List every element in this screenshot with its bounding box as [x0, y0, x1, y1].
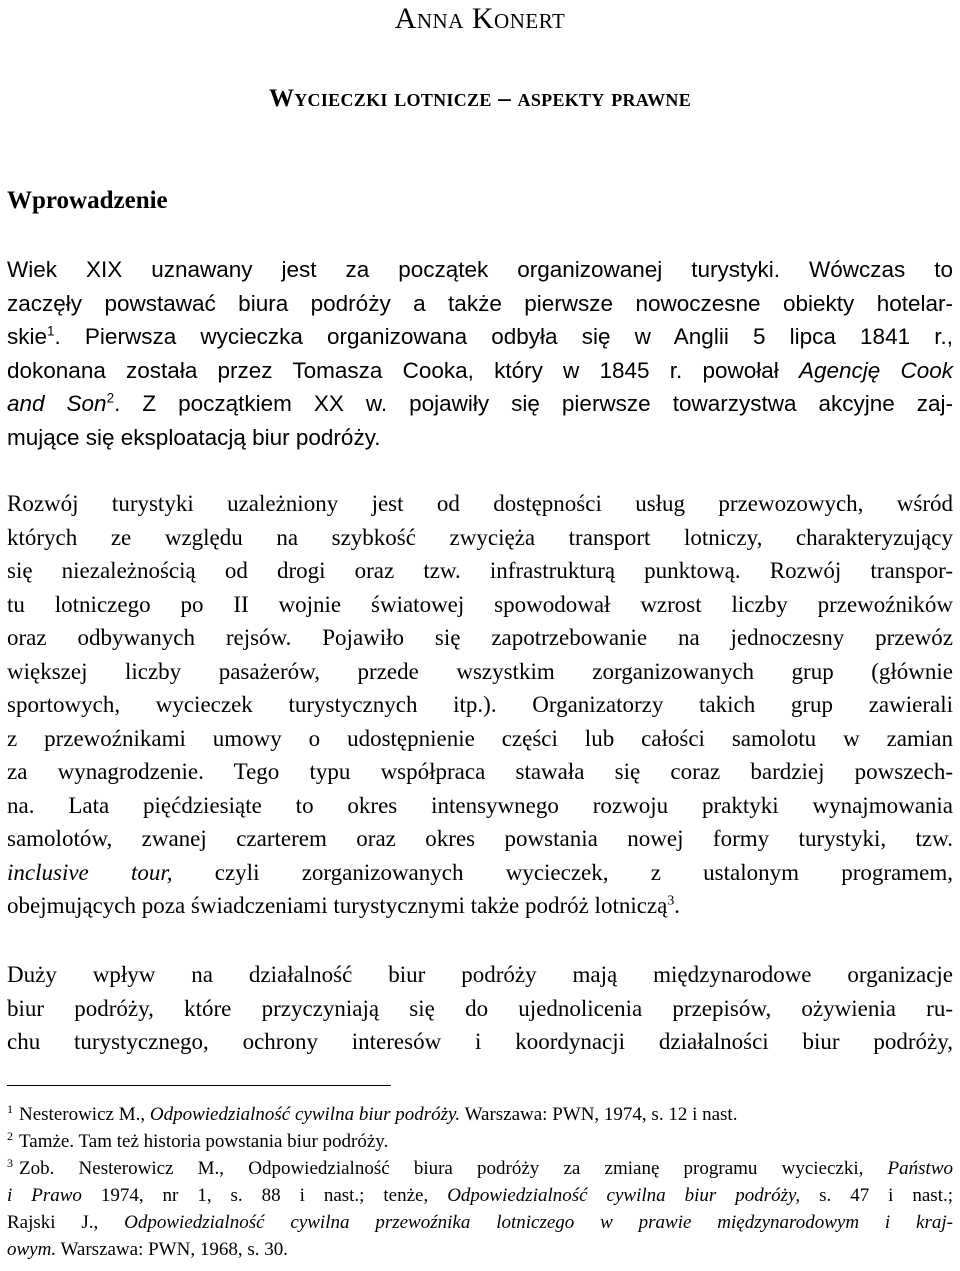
text-line: mujące się eksploatacją biur podróży. [7, 424, 381, 450]
footnotes [7, 1101, 953, 1263]
footnote-divider [7, 1085, 391, 1086]
italic-text: inclusive tour, [7, 859, 173, 885]
text-run: . Pierwsza wycieczka organizowana odbyła się w Anglii 5 lipca 1841 r., [54, 324, 953, 349]
text-run: 1974, nr 1, s. 88 i nast.; tenże, [81, 1185, 448, 1206]
footnote-2 [7, 1128, 953, 1155]
section-heading: Wprowadzenie [7, 187, 168, 214]
footnote-number: 1 [7, 1101, 13, 1116]
text-line: sportowych, wycieczek turystycznych itp.). Organizatorzy takich grup zawierali [7, 692, 953, 717]
text-line: większej liczby pasażerów, przede wszystkim zorganizowanych grup (głównie [7, 658, 953, 684]
italic-text: and Son [7, 391, 107, 416]
italic-text: owym. [7, 1239, 57, 1260]
article-title: Wycieczki lotnicze – aspekty prawne [268, 85, 692, 112]
text-line: za wynagrodzenie. Tego typu współpraca stawała się coraz bardziej powszech- [7, 759, 953, 784]
text-run: . Z początkiem XX w. pojawiły się pierwsze towarzystwa akcyjne zaj- [114, 391, 954, 416]
italic-text: Odpowiedzialność cywilna biur podróży, [447, 1185, 801, 1206]
text-line: na. Lata pięćdziesiąte to okres intensywnego rozwoju praktyki wynajmowania [7, 792, 953, 818]
text-line [7, 387, 953, 421]
text-line: Wiek XIX uznawany jest za początek organizowanej turystyki. Wówczas to [7, 257, 953, 282]
footnote-3 [7, 1155, 953, 1263]
text-line: zaczęły powstawać biura podróży a także pierwsze nowoczesne obiekty hotelar- [7, 290, 953, 316]
text-run: Rajski J., [7, 1212, 125, 1233]
text-line: Rozwój turystyki uzależniony jest od dostępności usług przewozowych, wśród [7, 491, 953, 516]
text-run: Nesterowicz M., [19, 1104, 150, 1125]
text-line: oraz odbywanych rejsów. Pojawiło się zapotrzebowanie na jednoczesny przewóz [7, 625, 953, 650]
text-line: chu turystycznego, ochrony interesów i koordynacji działalności biur podróży, [7, 1029, 953, 1054]
text-line [7, 320, 953, 354]
text-run: Warszawa: PWN, 1968, s. 30. [56, 1239, 288, 1260]
footnote-line [7, 1101, 953, 1128]
text-line: z przewoźnikami umowy o udostępnienie części lub całości samolotu w zamian [7, 725, 953, 751]
text-line: się niezależnością od drogi oraz tzw. infrastrukturą punktową. Rozwój transpor- [7, 558, 953, 583]
text-line: Duży wpływ na działalność biur podróży mają międzynarodowe organizacje [7, 962, 953, 987]
italic-text: Państwo [887, 1158, 953, 1179]
text-line: biur podróży, które przyczyniają się do ujednolicenia przepisów, ożywienia ru- [7, 995, 953, 1021]
footnote-line [7, 1209, 953, 1236]
text-line: tu lotniczego po II wojnie światowej spowodował wzrost liczby przewoźników [7, 591, 953, 617]
italic-text: Odpowiedzialność cywilna przewoźnika lotniczego w prawie międzynarodowym i kraj- [124, 1212, 953, 1233]
text-run: skie [7, 324, 48, 349]
footnote-number: 3 [7, 1155, 13, 1170]
paragraph-development [7, 487, 953, 923]
footnote-line [7, 1128, 953, 1155]
footnote-line [7, 1155, 953, 1182]
footnote-ref[interactable]: 2 [106, 390, 115, 406]
footnote-line [7, 1236, 953, 1263]
author-name: Anna Konert [394, 2, 566, 35]
paragraph-introduction [7, 253, 953, 454]
text-run: Zob. Nesterowicz M., Odpowiedzialność biura podróży za zmianę programu wycieczki, [19, 1158, 888, 1179]
italic-text: Agencję Cook [798, 357, 953, 383]
italic-text: Odpowiedzialność cywilna biur podróży. [149, 1104, 461, 1125]
italic-text: i Prawo [7, 1185, 82, 1206]
text-run: s. 47 i nast.; [800, 1185, 954, 1206]
text-line [7, 856, 953, 890]
footnote-line [7, 1182, 953, 1209]
text-run: Warszawa: PWN, 1974, s. 12 i nast. [460, 1104, 738, 1125]
footnote-number: 2 [7, 1128, 13, 1143]
text-line: których ze względu na szybkość zwycięża transport lotniczy, charakteryzujący [7, 524, 953, 550]
footnote-ref[interactable]: 3 [667, 892, 675, 908]
text-run: . [674, 893, 681, 918]
footnote-ref[interactable]: 1 [47, 323, 55, 339]
text-line: samolotów, zwanej czarterem oraz okres powstania nowej formy turystyki, tzw. [7, 826, 953, 851]
text-run: czyli zorganizowanych wycieczek, z ustalonym programem, [172, 859, 953, 885]
paragraph-organizations [7, 958, 953, 1059]
text-run: Tamże. Tam też historia powstania biur podróży. [19, 1131, 389, 1152]
text-line [7, 889, 953, 923]
footnote-1 [7, 1101, 953, 1128]
text-line [7, 354, 953, 388]
text-run: obejmujących poza świadczeniami turystycznymi także podróż lotniczą [7, 893, 668, 918]
text-run: dokonana została przez Tomasza Cooka, który w 1845 r. powołał [7, 357, 799, 383]
